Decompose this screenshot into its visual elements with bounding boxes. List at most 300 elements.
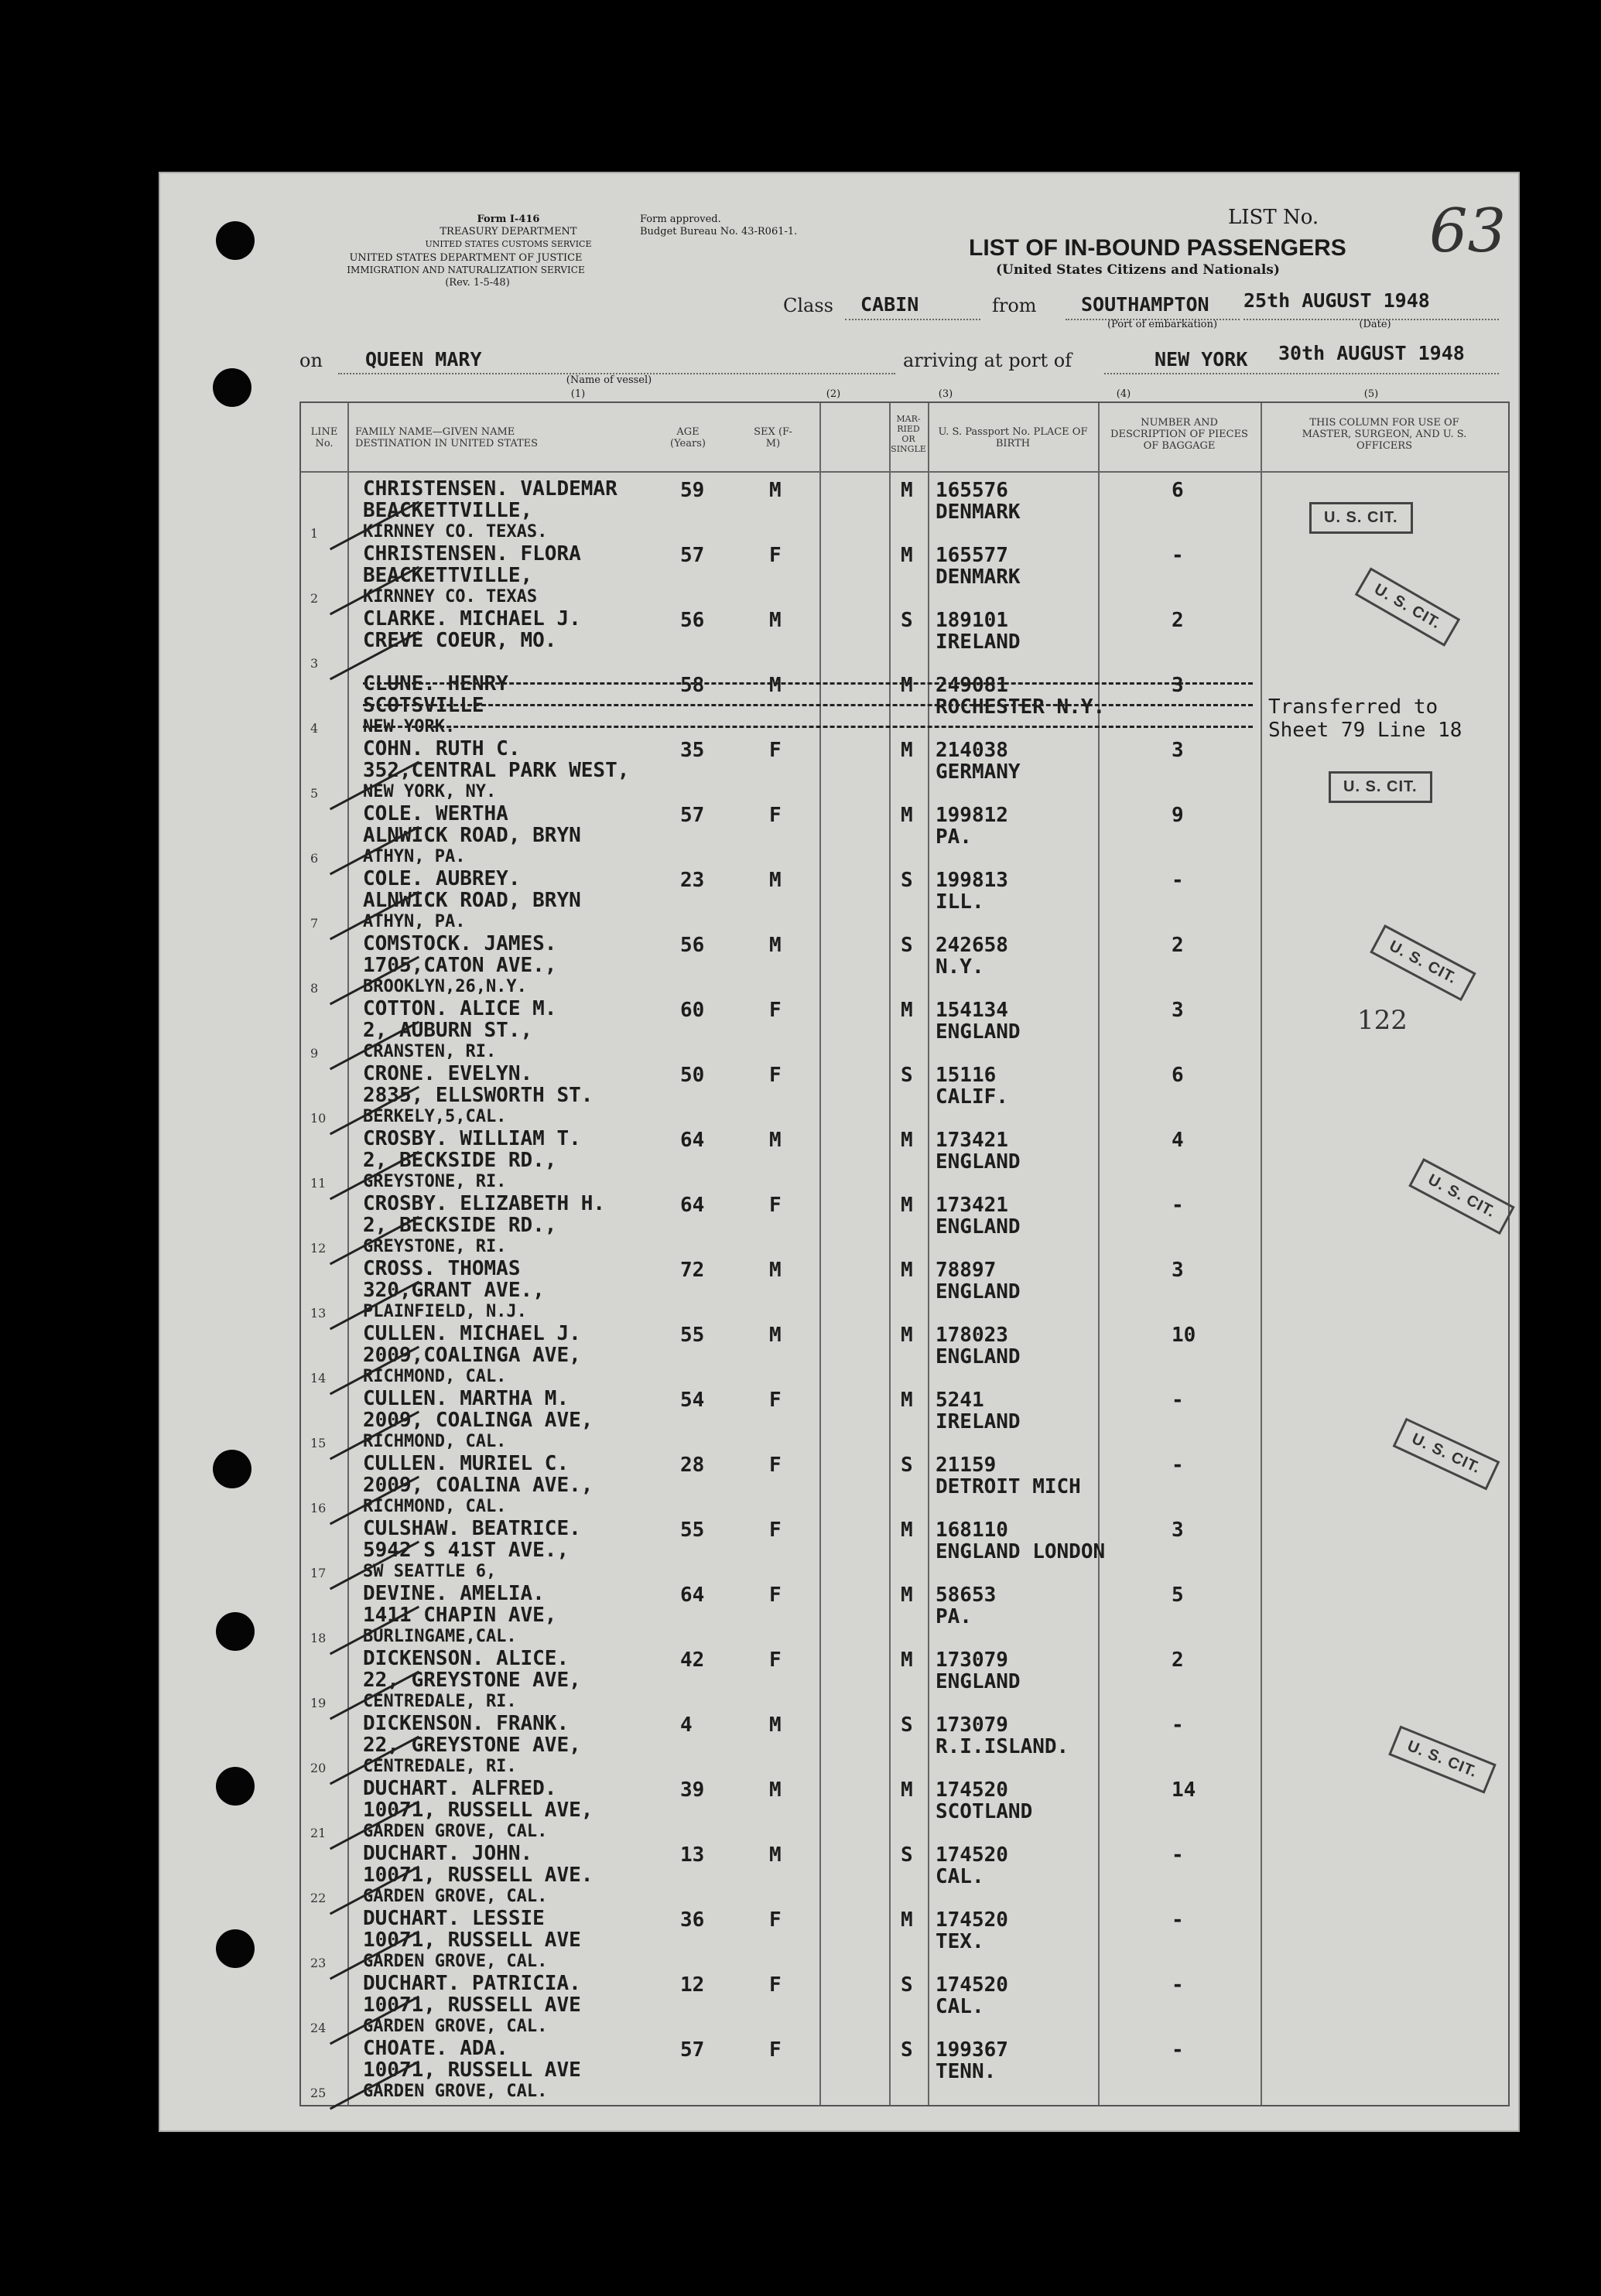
address-line-2: CRANSTEN, RI. [363,1042,497,1061]
table-row [301,1061,1508,1126]
baggage-count: - [1172,1973,1184,1997]
col-number-2: (2) [826,388,841,400]
marital-status: S [901,1843,913,1867]
baggage-count: 3 [1172,1519,1184,1542]
baggage-count: 2 [1172,609,1184,632]
passport-number: 174520 [936,1843,1008,1867]
table-row [301,1321,1508,1386]
passenger-name: CROSBY. ELIZABETH H. [363,1192,606,1215]
marital-status: M [901,1259,913,1282]
sex: M [769,674,782,697]
col-header-passport: U. S. Passport No. PLACE OF BIRTH [938,426,1088,449]
sex: F [769,1908,782,1932]
passport-number: 173421 [936,1194,1008,1217]
line-number: 23 [310,1956,327,1970]
col-header-sex: SEX (F-M) [754,426,792,449]
line-number: 15 [310,1436,327,1450]
sex: M [769,1259,782,1282]
strike-line [363,704,1253,706]
baggage-count: 3 [1172,999,1184,1022]
address-line-1: BEACKETTVILLE, [363,499,533,522]
passenger-name: DEVINE. AMELIA. [363,1582,545,1605]
binder-hole [213,1450,251,1488]
marital-status: M [901,1584,913,1607]
passport-number: 173421 [936,1129,1008,1152]
address-line-2: BERKELY,5,CAL. [363,1107,507,1126]
age: 23 [680,869,705,892]
address-line-2: CENTREDALE, RI. [363,1757,517,1776]
sex: F [769,2038,782,2062]
on-label: on [299,350,323,371]
handwritten-total: 122 [1357,1005,1408,1036]
passenger-name: DUCHART. PATRICIA. [363,1972,581,1995]
age: 57 [680,2038,705,2062]
age: 64 [680,1194,705,1217]
address-line-1: 10071, RUSSELL AVE [363,2059,581,2082]
address-line-2: ATHYN, PA. [363,847,466,866]
passenger-name: DICKENSON. FRANK. [363,1712,570,1735]
address-line-1: 22, GREYSTONE AVE, [363,1734,581,1757]
table-row [301,931,1508,996]
address-line-1: 2009, COALINA AVE., [363,1474,594,1497]
place-of-birth: SCOTLAND [936,1800,1033,1823]
date-caption: (Date) [1359,319,1391,330]
col-header-age: AGE (Years) [670,426,706,449]
line-number: 9 [310,1046,319,1061]
line-number: 3 [310,656,319,671]
place-of-birth: CAL. [936,1995,984,2018]
passport-number: 199812 [936,804,1008,827]
line-number: 25 [310,2086,327,2100]
age: 28 [680,1454,705,1477]
marital-status: M [901,739,913,762]
marital-status: S [901,609,913,632]
baggage-count: 14 [1172,1778,1196,1802]
passport-number: 154134 [936,999,1008,1022]
age: 55 [680,1519,705,1542]
col-header-married: MAR-RIED OR SINGLE [891,414,926,454]
baggage-count: 4 [1172,1129,1184,1152]
address-line-1: 10071, RUSSELL AVE [363,1929,581,1952]
place-of-birth: ENGLAND [936,1345,1021,1368]
age: 56 [680,934,705,957]
address-line-1: 2835, ELLSWORTH ST. [363,1084,594,1107]
sex: F [769,1064,782,1087]
age: 58 [680,674,705,697]
place-of-birth: PA. [936,825,972,849]
address-line-1: 2009,COALINGA AVE, [363,1344,581,1367]
address-line-1: SCOTSVILLE [363,694,484,717]
place-of-birth: TENN. [936,2060,997,2083]
table-row [301,996,1508,1061]
address-line-1: 5942 S 41ST AVE., [363,1539,570,1562]
passport-number: 189101 [936,609,1008,632]
passenger-name: COLE. WERTHA [363,802,508,825]
age: 72 [680,1259,705,1282]
baggage-count: 3 [1172,739,1184,762]
address-line-2: CENTREDALE, RI. [363,1692,517,1711]
col-header-line-no: LINE No. [310,426,338,449]
place-of-birth: CAL. [936,1865,984,1888]
place-of-birth: DETROIT MICH [936,1475,1081,1498]
strike-line [363,726,1253,728]
sex: F [769,1649,782,1672]
line-number: 13 [310,1306,327,1321]
passport-number: 242658 [936,934,1008,957]
table-row [301,1646,1508,1711]
us-cit-stamp: U. S. CIT. [1408,1158,1514,1235]
baggage-count: - [1172,1454,1184,1477]
passport-number: 168110 [936,1519,1008,1542]
document-subtitle: (United States Citizens and Nationals) [996,262,1280,278]
address-line-2: GREYSTONE, RI. [363,1237,507,1256]
passenger-name: CHOATE. ADA. [363,2037,508,2060]
age: 56 [680,609,705,632]
address-line-1: 2, BECKSIDE RD., [363,1214,557,1237]
baggage-count: - [1172,1389,1184,1412]
vessel-caption: (Name of vessel) [566,374,652,386]
passenger-name: CLARKE. MICHAEL J. [363,607,581,630]
vessel-name: QUEEN MARY [365,348,482,371]
us-cit-stamp: U. S. CIT. [1329,771,1432,803]
table-row [301,1711,1508,1776]
marital-status: M [901,1519,913,1542]
table-row [301,606,1508,671]
address-line-1: 22, GREYSTONE AVE, [363,1669,581,1692]
address-line-1: 10071, RUSSELL AVE. [363,1864,594,1887]
sex: F [769,544,782,567]
arrival-port: NEW YORK [1155,348,1248,371]
line-number: 19 [310,1696,327,1710]
line-number: 18 [310,1631,327,1645]
passport-number: 165576 [936,479,1008,502]
age: 60 [680,999,705,1022]
line-number: 7 [310,916,319,931]
sex: F [769,999,782,1022]
line-number: 10 [310,1111,327,1126]
baggage-count: - [1172,1908,1184,1932]
place-of-birth: R.I.ISLAND. [936,1735,1069,1758]
line-number: 2 [310,591,319,606]
passenger-name: CROSBY. WILLIAM T. [363,1127,581,1150]
age: 39 [680,1778,705,1802]
binder-hole [216,1929,255,1968]
address-line-2: SW SEATTLE 6, [363,1562,497,1581]
address-line-2: RICHMOND, CAL. [363,1367,507,1386]
table-row [301,1386,1508,1451]
col-header-name: FAMILY NAME—GIVEN NAME DESTINATION IN UNITED STATES [355,426,539,449]
budget-bureau: Budget Bureau No. 43-R061-1. [640,226,798,237]
line-number: 17 [310,1566,327,1580]
passenger-name: DUCHART. JOHN. [363,1842,533,1865]
sex: F [769,1584,782,1607]
address-line-1: 2, AUBURN ST., [363,1019,533,1042]
transfer-note-line-1: Transferred to [1268,695,1439,719]
passenger-name: COTTON. ALICE M. [363,997,557,1020]
table-row [301,736,1508,801]
marital-status: M [901,1908,913,1932]
passport-number: 174520 [936,1908,1008,1932]
age: 13 [680,1843,705,1867]
sex: F [769,1973,782,1997]
ins-service: IMMIGRATION AND NATURALIZATION SERVICE [347,265,585,275]
passport-number: 173079 [936,1713,1008,1737]
table-row [301,1516,1508,1581]
col-header-officers: THIS COLUMN FOR USE OF MASTER, SURGEON, AND U. S. OFFICERS [1302,417,1467,452]
address-line-2: GARDEN GROVE, CAL. [363,1822,548,1841]
address-line-1: 10071, RUSSELL AVE [363,1994,581,2017]
sex: M [769,479,782,502]
address-line-1: 1411 CHAPIN AVE, [363,1604,557,1627]
address-line-2: BROOKLYN,26,N.Y. [363,977,527,996]
passenger-name: COMSTOCK. JAMES. [363,932,557,955]
line-number: 24 [310,2021,327,2035]
passenger-name: COHN. RUTH C. [363,737,521,760]
place-of-birth: N.Y. [936,955,984,979]
address-line-1: ALNWICK ROAD, BRYN [363,889,581,912]
form-number: Form I-416 [477,214,540,225]
passport-number: 249081 [936,674,1008,697]
table-row [301,2036,1508,2101]
marital-status: M [901,999,913,1022]
table-row [301,1841,1508,1906]
passport-number: 199813 [936,869,1008,892]
age: 57 [680,544,705,567]
embarkation-port: SOUTHAMPTON [1081,293,1209,316]
us-cit-stamp: U. S. CIT. [1388,1725,1496,1793]
passport-number: 58653 [936,1584,997,1607]
marital-status: S [901,1713,913,1737]
list-no-label: LIST No. [1228,206,1319,229]
arriving-label: arriving at port of [903,350,1072,371]
address-line-2: GARDEN GROVE, CAL. [363,2082,548,2101]
document-title: LIST OF IN-BOUND PASSENGERS [969,235,1346,261]
place-of-birth: ENGLAND [936,1150,1021,1174]
marital-status: M [901,479,913,502]
address-line-1: ALNWICK ROAD, BRYN [363,824,581,847]
place-of-birth: IRELAND [936,630,1021,654]
marital-status: M [901,544,913,567]
us-cit-stamp: U. S. CIT. [1355,567,1460,646]
customs-service: UNITED STATES CUSTOMS SERVICE [425,239,592,249]
line-number: 16 [310,1501,327,1515]
place-of-birth: IRELAND [936,1410,1021,1433]
passenger-name: CULLEN. MICHAEL J. [363,1322,581,1345]
sex: M [769,1778,782,1802]
address-line-2: RICHMOND, CAL. [363,1497,507,1516]
address-line-2: KIRNNEY CO. TEXAS [363,587,538,606]
justice-dept: UNITED STATES DEPARTMENT OF JUSTICE [349,252,583,264]
address-line-1: 10071, RUSSELL AVE, [363,1799,594,1822]
place-of-birth: ENGLAND [936,1280,1021,1303]
marital-status: M [901,1649,913,1672]
baggage-count: 2 [1172,934,1184,957]
marital-status: M [901,1778,913,1802]
age: 4 [680,1713,693,1737]
baggage-count: 2 [1172,1649,1184,1672]
passport-number: 78897 [936,1259,997,1282]
baggage-count: - [1172,869,1184,892]
list-no-value: 63 [1429,196,1507,266]
address-line-1: 2, BECKSIDE RD., [363,1149,557,1172]
address-line-2: KIRNNEY CO. TEXAS. [363,522,548,542]
passenger-name: DUCHART. LESSIE [363,1907,545,1930]
place-of-birth: ENGLAND LONDON [936,1540,1106,1563]
passport-number: 199367 [936,2038,1008,2062]
marital-status: S [901,1064,913,1087]
baggage-count: - [1172,544,1184,567]
age: 54 [680,1389,705,1412]
sex: F [769,804,782,827]
marital-status: S [901,1973,913,1997]
binder-hole [207,2158,246,2197]
table-row [301,1581,1508,1646]
passenger-name: CRONE. EVELYN. [363,1062,533,1085]
passenger-name: COLE. AUBREY. [363,867,521,890]
sex: F [769,1194,782,1217]
place-of-birth: ILL. [936,890,984,914]
age: 59 [680,479,705,502]
us-cit-stamp: U. S. CIT. [1393,1418,1500,1491]
marital-status: M [901,804,913,827]
line-number: 1 [310,526,319,541]
sex: M [769,1843,782,1867]
marital-status: M [901,1194,913,1217]
address-line-2: NEW YORK, NY. [363,782,497,801]
passport-number: 173079 [936,1649,1008,1672]
sex: F [769,1519,782,1542]
baggage-count: 3 [1172,674,1184,697]
col-number-3: (3) [938,388,953,400]
age: 35 [680,739,705,762]
passenger-name: CHRISTENSEN. VALDEMAR [363,477,617,501]
binder-hole [216,1612,255,1651]
place-of-birth: GERMANY [936,760,1021,784]
age: 50 [680,1064,705,1087]
table-row [301,1451,1508,1516]
marital-status: S [901,934,913,957]
passenger-name: CLUNE. HENRY [363,672,508,695]
place-of-birth: DENMARK [936,501,1021,524]
line-number: 14 [310,1371,327,1385]
line-number: 5 [310,786,319,801]
col-number-4: (4) [1116,388,1131,400]
passport-number: 21159 [936,1454,997,1477]
age: 36 [680,1908,705,1932]
place-of-birth: ENGLAND [936,1670,1021,1693]
address-line-1: 352,CENTRAL PARK WEST, [363,759,630,782]
sex: M [769,1129,782,1152]
baggage-count: 5 [1172,1584,1184,1607]
address-line-2: GARDEN GROVE, CAL. [363,1952,548,1971]
line-number: 4 [310,721,319,736]
marital-status: S [901,1454,913,1477]
address-line-2: NEW YORK. [363,717,456,736]
marital-status: M [901,1129,913,1152]
table-row [301,1971,1508,2036]
address-line-2: BURLINGAME,CAL. [363,1627,517,1646]
marital-status: M [901,1389,913,1412]
age: 64 [680,1129,705,1152]
col-header-baggage: NUMBER AND DESCRIPTION OF PIECES OF BAGGAGE [1110,417,1248,452]
place-of-birth: TEX. [936,1930,984,1953]
passenger-name: CULLEN. MURIEL C. [363,1452,570,1475]
class-label: Class [783,295,833,316]
binder-hole [213,368,251,407]
class-value: CABIN [860,293,919,316]
marital-status: S [901,2038,913,2062]
binder-hole [216,221,255,260]
baggage-count: 3 [1172,1259,1184,1282]
baggage-count: 10 [1172,1324,1196,1347]
passport-number: 15116 [936,1064,997,1087]
address-line-1: 1705,CATON AVE., [363,954,557,977]
port-caption: (Port of embarkation) [1107,319,1218,330]
binder-hole [216,1767,255,1806]
line-number: 22 [310,1891,327,1905]
passport-number: 165577 [936,544,1008,567]
passport-number: 5241 [936,1389,984,1412]
age: 12 [680,1973,705,1997]
us-cit-stamp: U. S. CIT. [1309,502,1413,534]
passenger-name: CULLEN. MARTHA M. [363,1387,570,1410]
baggage-count: - [1172,1843,1184,1867]
age: 64 [680,1584,705,1607]
from-label: from [992,295,1037,316]
col-number-1: (1) [570,388,586,400]
marital-status: S [901,869,913,892]
baggage-count: - [1172,2038,1184,2062]
line-number: 6 [310,851,319,866]
sex: M [769,1713,782,1737]
place-of-birth: ENGLAND [936,1020,1021,1044]
arrival-date: 30th AUGUST 1948 [1278,342,1465,364]
marital-status: M [901,674,913,697]
departure-date: 25th AUGUST 1948 [1244,289,1430,312]
sex: M [769,609,782,632]
sex: F [769,1454,782,1477]
line-number: 8 [310,981,319,996]
address-line-2: PLAINFIELD, N.J. [363,1302,527,1321]
table-row [301,1126,1508,1191]
marital-status: M [901,1324,913,1347]
passenger-name: CROSS. THOMAS [363,1257,521,1280]
address-line-2: GARDEN GROVE, CAL. [363,1887,548,1906]
address-line-1: CREVE COEUR, MO. [363,629,557,652]
table-row [301,801,1508,866]
transfer-note-line-2: Sheet 79 Line 18 [1268,719,1462,742]
col-number-5: (5) [1363,388,1379,400]
strike-line [363,682,1253,685]
passenger-name: CHRISTENSEN. FLORA [363,542,581,565]
address-line-1: 320,GRANT AVE., [363,1279,545,1302]
passenger-name: DUCHART. ALFRED. [363,1777,557,1800]
address-line-2: GREYSTONE, RI. [363,1172,507,1191]
treasury-dept: TREASURY DEPARTMENT [440,226,577,237]
us-cit-stamp: U. S. CIT. [1370,924,1476,1001]
passenger-name: CULSHAW. BEATRICE. [363,1517,581,1540]
line-number: 21 [310,1826,327,1840]
table-row [301,1191,1508,1256]
passport-number: 174520 [936,1973,1008,1997]
baggage-count: 9 [1172,804,1184,827]
table-row [301,1256,1508,1321]
address-line-2: RICHMOND, CAL. [363,1432,507,1451]
baggage-count: 6 [1172,479,1184,502]
table-row [301,1906,1508,1971]
address-line-1: BEACKETTVILLE, [363,564,533,587]
passenger-list-document [159,172,1520,2132]
